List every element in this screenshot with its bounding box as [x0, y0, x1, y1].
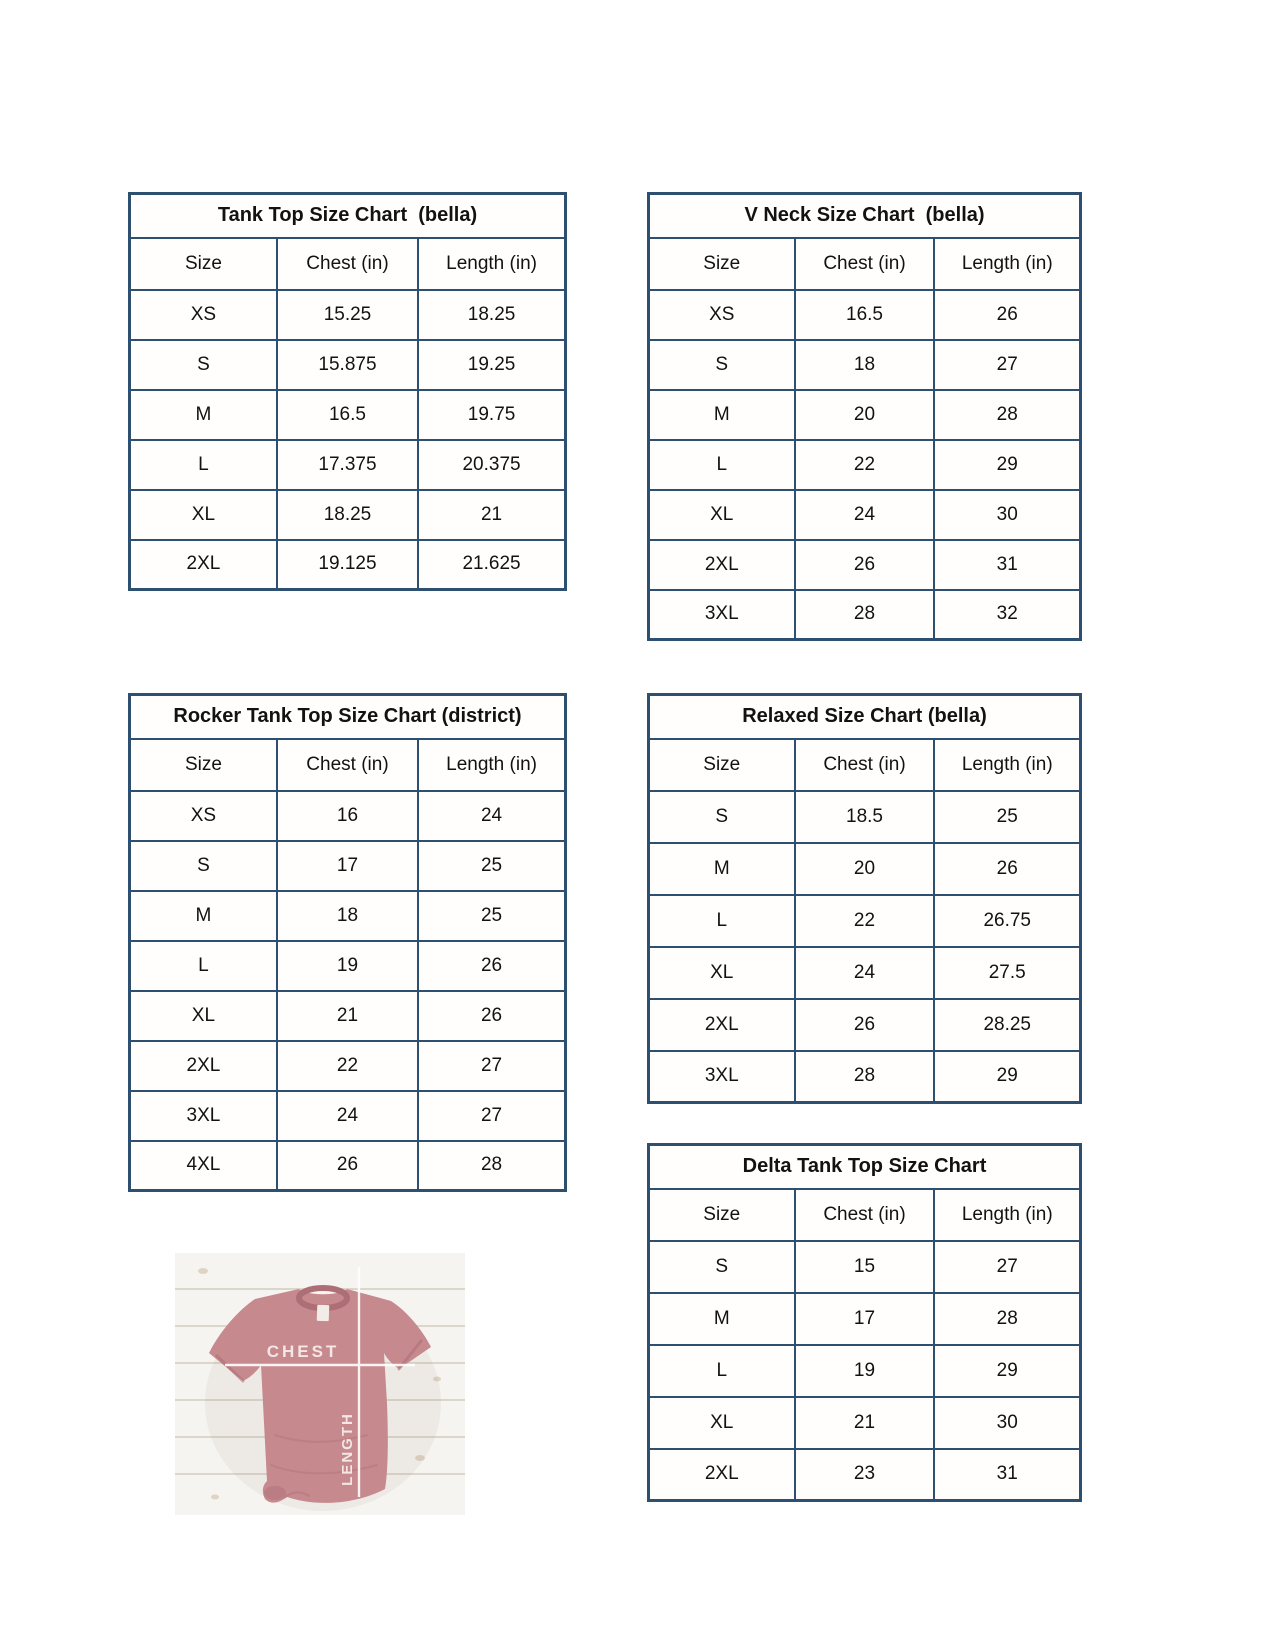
chest-cell: 22: [795, 895, 935, 947]
table-row: [649, 1345, 1081, 1397]
length-cell: 31: [934, 540, 1080, 590]
size-cell: S: [649, 340, 795, 390]
chest-cell: 16.5: [277, 390, 418, 440]
chest-cell: 18: [277, 891, 418, 941]
table-row: [649, 1293, 1081, 1345]
size-cell: M: [649, 1293, 795, 1345]
column-header-size: Size: [130, 238, 277, 290]
length-cell: 32: [934, 590, 1080, 640]
column-header-chest: Chest (in): [277, 739, 418, 791]
table-row: [649, 1449, 1081, 1501]
size-cell: XL: [130, 490, 277, 540]
hem-knot: [264, 1486, 286, 1500]
length-cell: 30: [934, 490, 1080, 540]
chest-cell: 24: [795, 947, 935, 999]
size-cell: XS: [649, 290, 795, 340]
table-row: [130, 991, 566, 1041]
length-cell: 26: [934, 290, 1080, 340]
column-header-length: Length (in): [418, 238, 565, 290]
length-cell: 28: [418, 1141, 565, 1191]
column-header-chest: Chest (in): [795, 739, 935, 791]
length-cell: 26: [418, 991, 565, 1041]
relaxed-size-chart-table: [647, 693, 1082, 1104]
length-cell: 27: [418, 1091, 565, 1141]
column-header-size: Size: [130, 739, 277, 791]
table-row: [130, 340, 566, 390]
size-cell: 2XL: [130, 540, 277, 590]
column-header-length: Length (in): [934, 1189, 1080, 1241]
table-row: [649, 440, 1081, 490]
size-cell: 4XL: [130, 1141, 277, 1191]
table-row: [130, 490, 566, 540]
chest-cell: 20: [795, 390, 935, 440]
size-cell: 2XL: [649, 540, 795, 590]
size-cell: 2XL: [649, 999, 795, 1051]
size-cell: M: [649, 843, 795, 895]
chest-cell: 17.375: [277, 440, 418, 490]
size-cell: 3XL: [649, 590, 795, 640]
chest-cell: 23: [795, 1449, 935, 1501]
chest-cell: 22: [795, 440, 935, 490]
size-cell: XL: [649, 1397, 795, 1449]
size-cell: 3XL: [130, 1091, 277, 1141]
table-row: [649, 1051, 1081, 1103]
length-label: LENGTH: [339, 1412, 356, 1486]
v-neck-size-chart-table: [647, 192, 1082, 641]
size-cell: L: [130, 440, 277, 490]
chest-cell: 20: [795, 843, 935, 895]
table-row: [130, 891, 566, 941]
table-row: [649, 540, 1081, 590]
chest-cell: 19: [277, 941, 418, 991]
column-header-size: Size: [649, 1189, 795, 1241]
chest-cell: 19: [795, 1345, 935, 1397]
length-cell: 29: [934, 1051, 1080, 1103]
table-row: [649, 843, 1081, 895]
size-cell: S: [649, 1241, 795, 1293]
table-row: [649, 290, 1081, 340]
length-cell: 25: [418, 891, 565, 941]
column-header-chest: Chest (in): [795, 1189, 935, 1241]
size-cell: XS: [130, 290, 277, 340]
table-row: [130, 941, 566, 991]
length-cell: 19.75: [418, 390, 565, 440]
table-row: [130, 1091, 566, 1141]
column-header-length: Length (in): [934, 739, 1080, 791]
neck-tag: [317, 1305, 330, 1321]
tank-top-size-chart-table: [128, 192, 567, 591]
length-cell: 27: [934, 1241, 1080, 1293]
length-cell: 20.375: [418, 440, 565, 490]
size-cell: 3XL: [649, 1051, 795, 1103]
chest-cell: 24: [795, 490, 935, 540]
chest-cell: 15.875: [277, 340, 418, 390]
length-cell: 26: [418, 941, 565, 991]
table-row: [649, 390, 1081, 440]
table-title: Delta Tank Top Size Chart: [649, 1145, 1081, 1189]
chest-cell: 28: [795, 1051, 935, 1103]
tshirt-measurement-image: [175, 1253, 465, 1515]
length-cell: 29: [934, 1345, 1080, 1397]
chest-cell: 19.125: [277, 540, 418, 590]
chest-cell: 21: [795, 1397, 935, 1449]
length-cell: 19.25: [418, 340, 565, 390]
size-cell: XS: [130, 791, 277, 841]
header-row: [649, 1189, 1081, 1241]
rocker-tank-top-size-chart-table: [128, 693, 567, 1192]
size-cell: XL: [649, 947, 795, 999]
column-header-length: Length (in): [934, 238, 1080, 290]
length-cell: 25: [934, 791, 1080, 843]
length-cell: 26: [934, 843, 1080, 895]
table-row: [130, 440, 566, 490]
table-row: [649, 1397, 1081, 1449]
column-header-size: Size: [649, 739, 795, 791]
length-cell: 29: [934, 440, 1080, 490]
chest-cell: 16: [277, 791, 418, 841]
chest-cell: 16.5: [795, 290, 935, 340]
table-row: [649, 1241, 1081, 1293]
table-row: [130, 290, 566, 340]
table-row: [130, 841, 566, 891]
header-row: [649, 238, 1081, 290]
length-cell: 24: [418, 791, 565, 841]
table-title: Relaxed Size Chart (bella): [649, 695, 1081, 739]
size-cell: XL: [649, 490, 795, 540]
table-title: V Neck Size Chart (bella): [649, 194, 1081, 238]
table-title: Tank Top Size Chart (bella): [130, 194, 566, 238]
size-cell: XL: [130, 991, 277, 1041]
chest-cell: 18.25: [277, 490, 418, 540]
table-row: [130, 540, 566, 590]
table-row: [649, 590, 1081, 640]
chest-cell: 17: [277, 841, 418, 891]
size-cell: M: [649, 390, 795, 440]
chest-cell: 28: [795, 590, 935, 640]
size-cell: S: [130, 340, 277, 390]
length-cell: 21.625: [418, 540, 565, 590]
chest-cell: 17: [795, 1293, 935, 1345]
chest-cell: 26: [795, 999, 935, 1051]
table-row: [130, 1141, 566, 1191]
column-header-length: Length (in): [418, 739, 565, 791]
size-cell: S: [130, 841, 277, 891]
table-row: [649, 999, 1081, 1051]
chest-label: CHEST: [266, 1342, 340, 1361]
table-row: [130, 390, 566, 440]
chest-cell: 18: [795, 340, 935, 390]
length-cell: 28: [934, 390, 1080, 440]
header-row: [130, 238, 566, 290]
table-row: [649, 895, 1081, 947]
chest-cell: 18.5: [795, 791, 935, 843]
delta-tank-top-size-chart-table: [647, 1143, 1082, 1502]
table-row: [649, 791, 1081, 843]
column-header-size: Size: [649, 238, 795, 290]
length-cell: 28: [934, 1293, 1080, 1345]
table-title: Rocker Tank Top Size Chart (district): [130, 695, 566, 739]
length-cell: 27: [418, 1041, 565, 1091]
chest-cell: 26: [277, 1141, 418, 1191]
header-row: [130, 739, 566, 791]
size-cell: S: [649, 791, 795, 843]
header-row: [649, 739, 1081, 791]
size-cell: M: [130, 390, 277, 440]
chest-cell: 26: [795, 540, 935, 590]
table-row: [130, 1041, 566, 1091]
size-cell: 2XL: [130, 1041, 277, 1091]
chest-cell: 21: [277, 991, 418, 1041]
length-cell: 31: [934, 1449, 1080, 1501]
size-cell: L: [649, 895, 795, 947]
length-cell: 18.25: [418, 290, 565, 340]
table-row: [649, 947, 1081, 999]
table-row: [649, 340, 1081, 390]
length-cell: 27: [934, 340, 1080, 390]
size-cell: L: [130, 941, 277, 991]
size-cell: L: [649, 1345, 795, 1397]
column-header-chest: Chest (in): [795, 238, 935, 290]
chest-cell: 24: [277, 1091, 418, 1141]
length-cell: 28.25: [934, 999, 1080, 1051]
column-header-chest: Chest (in): [277, 238, 418, 290]
chest-cell: 22: [277, 1041, 418, 1091]
length-cell: 26.75: [934, 895, 1080, 947]
length-cell: 30: [934, 1397, 1080, 1449]
size-cell: M: [130, 891, 277, 941]
chest-cell: 15.25: [277, 290, 418, 340]
length-cell: 25: [418, 841, 565, 891]
chest-cell: 15: [795, 1241, 935, 1293]
size-cell: L: [649, 440, 795, 490]
table-row: [130, 791, 566, 841]
table-row: [649, 490, 1081, 540]
size-cell: 2XL: [649, 1449, 795, 1501]
length-cell: 21: [418, 490, 565, 540]
length-cell: 27.5: [934, 947, 1080, 999]
